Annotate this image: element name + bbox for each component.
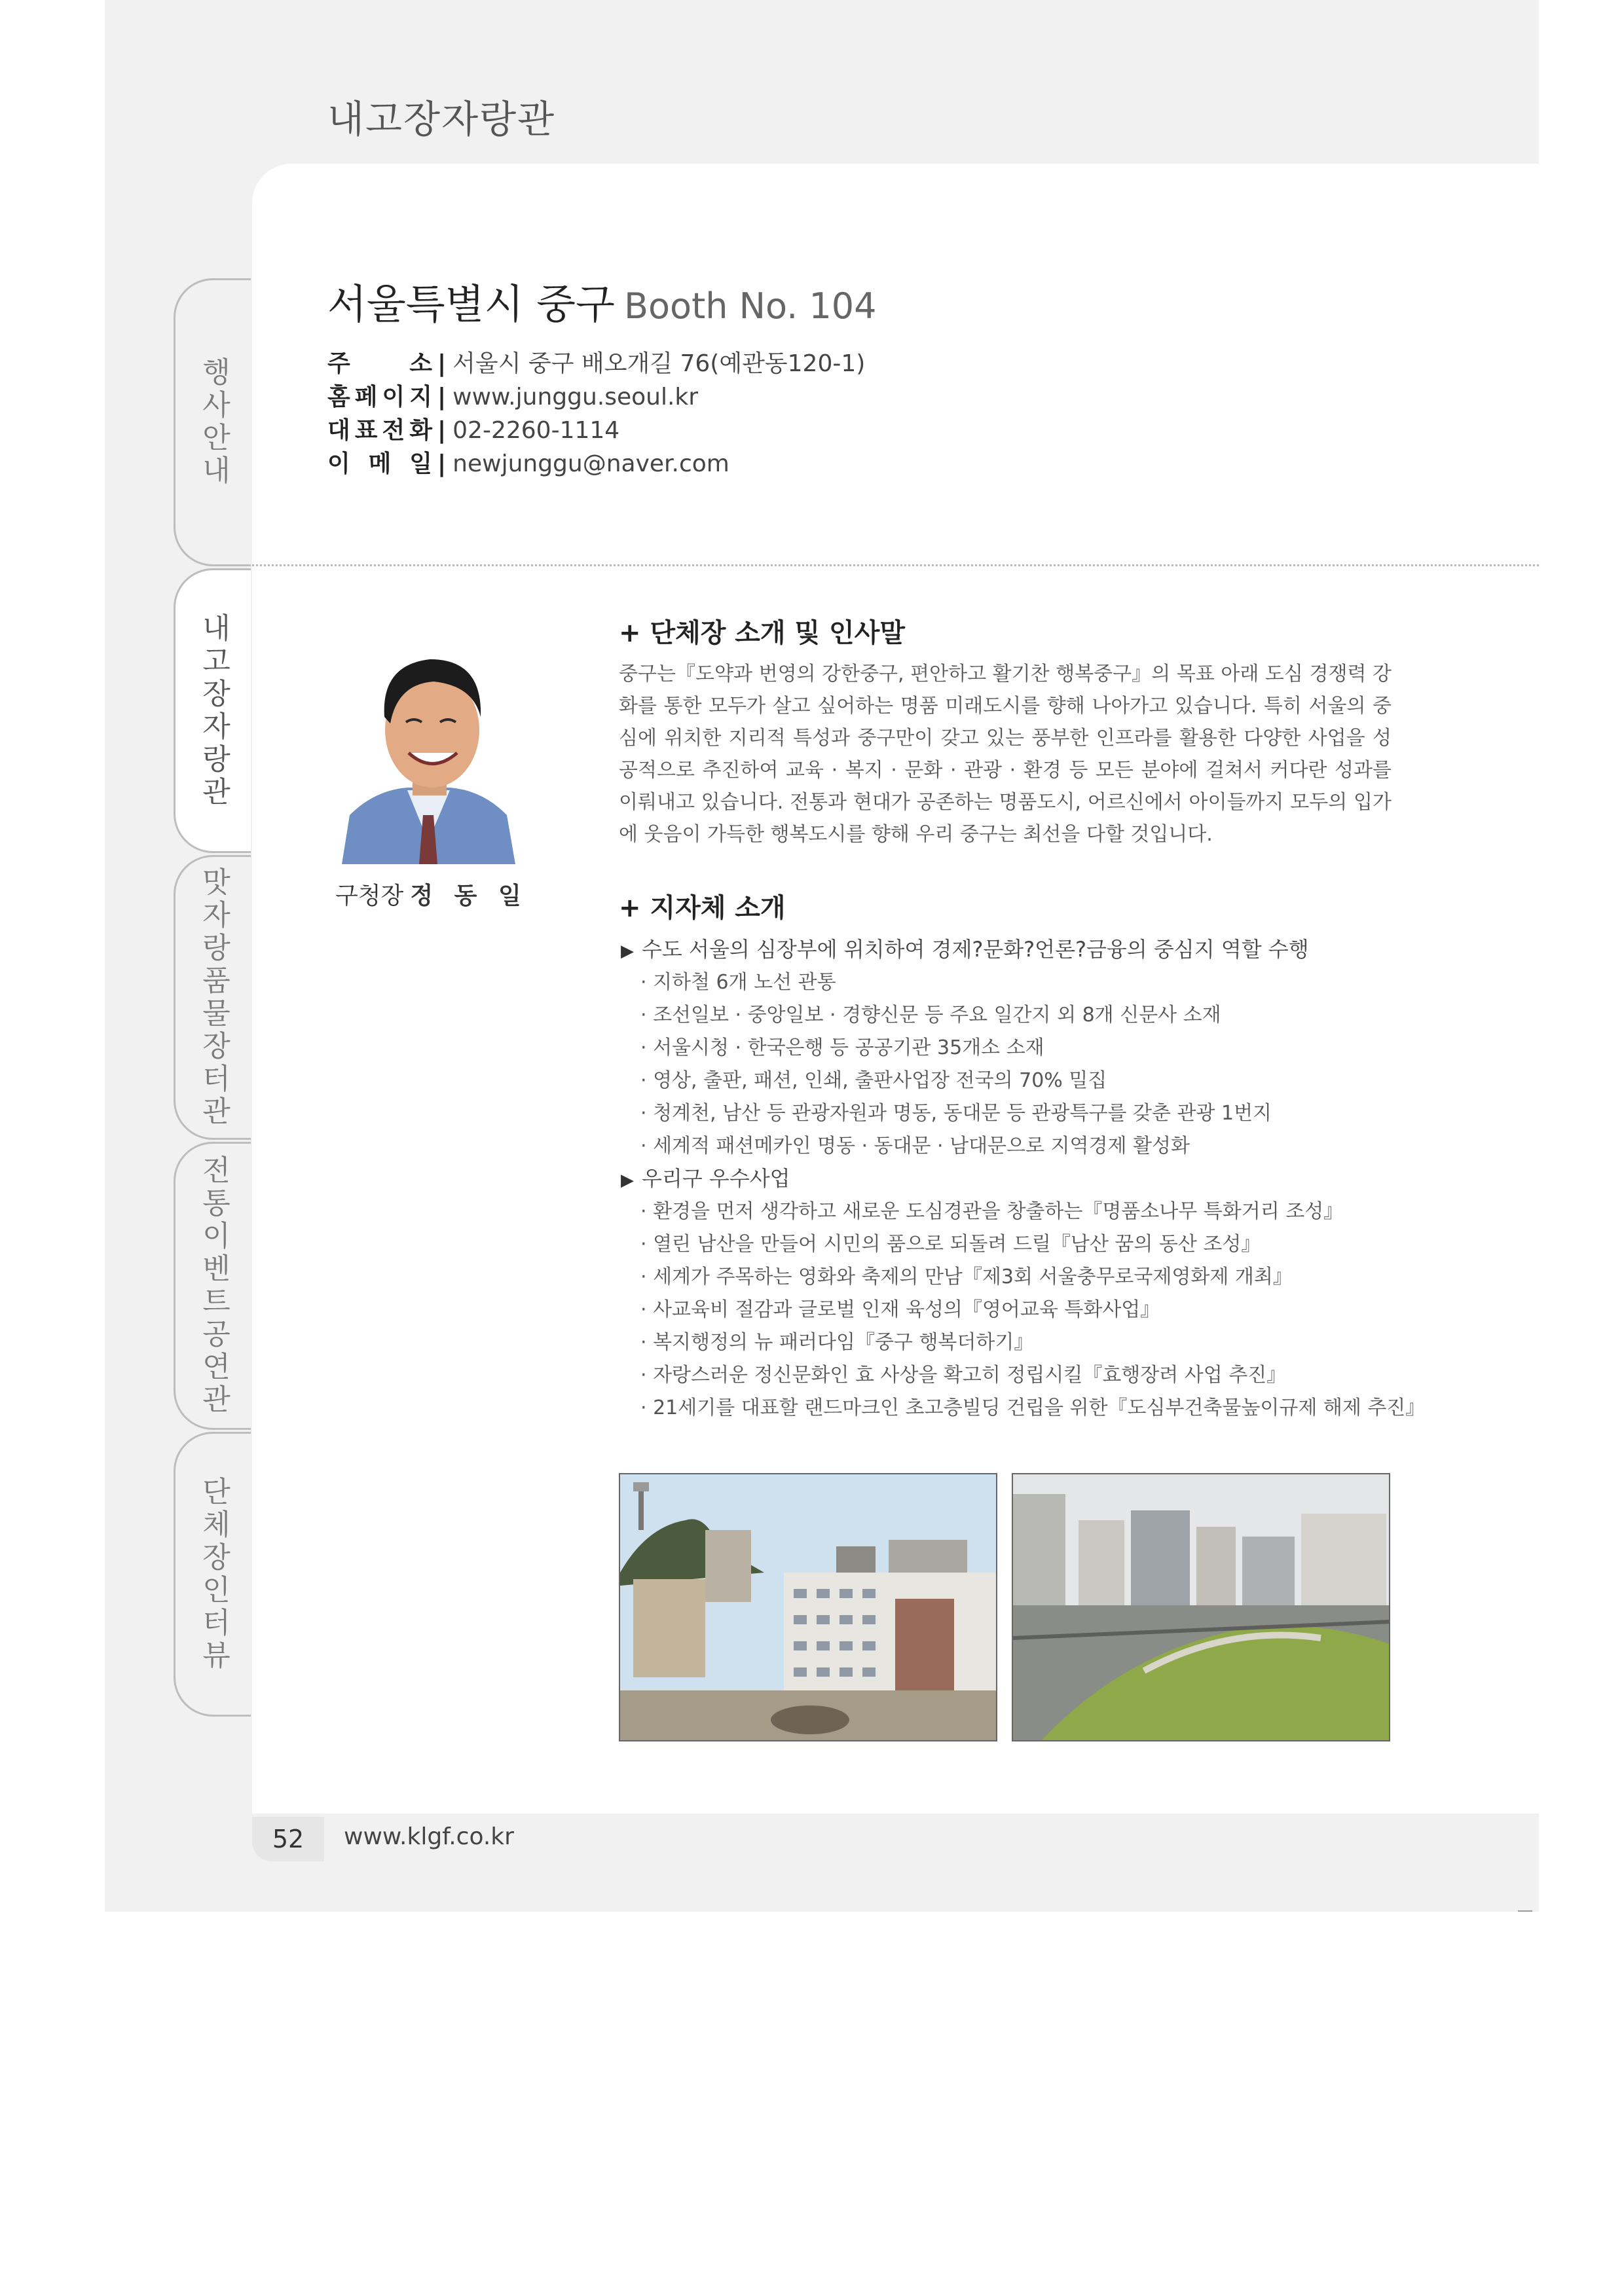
email-row: 이 메 일 | newjunggu@naver.com [327,447,865,481]
mayor-title: 구청장 [335,883,404,909]
portrait-caption [335,877,528,911]
list-item: · 복지행정의 뉴 패러다임『중구 행복더하기』 [640,1331,1034,1354]
list-item: · 세계가 주목하는 영화와 축제의 만남『제3회 서울충무로국제영화제 개최』 [640,1266,1293,1288]
list-item: · 청계천, 남산 등 관광자원과 명동, 동대문 등 관광특구를 갖춘 관광 1번지 [640,1102,1272,1125]
booth-number: Booth No. 104 [623,285,877,327]
list-item: · 환경을 먼저 생각하고 새로운 도심경관을 창출하는『명품소나무 특화거리 조성』 [640,1200,1344,1223]
homepage-label: 홈 페 이 지 [327,384,432,410]
intro-bullet-1: ▶ 수도 서울의 심장부에 위치하여 경제?문화?언론?금융의 중심지 역할 수행 [621,937,1309,962]
phone-row: 대 표 전 화 | 02-2260-1114 [327,414,865,447]
greeting-body: 중구는『도약과 번영의 강한중구, 편안하고 활기찬 행복중구』의 목표 아래 도심 경쟁력 강화를 통한 모두가 살고 싶어하는 명품 미래도시를 향해 나아가고 있습니다. 특히 서울의 중심에 위치한 지리적 특성과 중구만이 갖고 있는 풍부한 인프라를 활용한 다양한 사업을 성공적으로 추진하여 교육 · 복지 · 문화 · 관광 · 환경 등 모든 분야에 걸쳐서 커다란 성과를 이뤄내고 있습니다. 전통과 현대가 공존하는 명품도시, 어르신에서 아이들까지 모두의 입가에 웃음이 가득한 행복도시를 향해 우리 중구는 최선을 다할 것입니다. [619,663,1392,846]
homepage-link[interactable]: www.junggu.seoul.kr [452,384,699,410]
intro-bullet-2: ▶ 우리구 우수사업 [621,1166,790,1191]
list-item: · 21세기를 대표할 랜드마크인 초고층빌딩 건립을 위한『도심부건축물높이규제 해제 추진』 [640,1396,1426,1419]
crop-mark [1518,1910,1532,1912]
list-item: · 사교육비 절감과 글로벌 인재 육성의『영어교육 특화사업』 [640,1298,1160,1321]
tab-food-market[interactable] [174,855,251,1140]
mayor-portrait [335,619,522,864]
booth-title [327,272,877,330]
list-item: · 영상, 출판, 패션, 인쇄, 출판사업장 전국의 70% 밀집 [640,1069,1107,1092]
tab-label: 맛자랑품물장터관 [196,866,231,1129]
phone-value: 02-2260-1114 [452,417,620,444]
tab-label: 내고장자랑관 [196,612,231,809]
tab-interview[interactable] [174,1432,251,1717]
footer-website[interactable]: www.klgf.co.kr [344,1823,514,1850]
section-title: 내고장자랑관 [327,97,556,141]
booth-name: 서울특별시 중구 [327,280,615,328]
tab-event-guide[interactable] [174,278,251,566]
email-link[interactable]: newjunggu@naver.com [452,450,729,477]
mayor-name: 정 동 일 [410,883,528,909]
homepage-row: 홈 페 이 지 | www.junggu.seoul.kr [327,380,865,414]
list-item: · 자랑스러운 정신문화인 효 사상을 확고히 정립시킬『효행장려 사업 추진』 [640,1364,1287,1387]
email-label: 이 메 일 [327,450,432,477]
contact-info [327,347,865,481]
city-plaza-photo [1012,1473,1390,1741]
phone-label: 대 표 전 화 [327,417,432,444]
list-item: · 조선일보 · 중앙일보 · 경향신문 등 주요 일간지 외 8개 신문사 소재 [640,1004,1221,1027]
address-value: 서울시 중구 배오개길 76(예관동120-1) [452,350,866,377]
address-row: 주 소 | 서울시 중구 배오개길 76(예관동120-1) [327,347,865,380]
list-item: · 세계적 패션메카인 명동 · 동대문 · 남대문으로 지역경제 활성화 [640,1135,1190,1157]
district-office-photo [619,1473,997,1741]
page-number: 52 [252,1817,324,1861]
greeting-heading: + 단체장 소개 및 인사말 [619,618,905,648]
list-item: · 지하철 6개 노선 관통 [640,971,836,994]
tab-traditional-events[interactable] [174,1142,251,1430]
address-label: 주 소 [327,350,432,377]
tab-hometown-pride[interactable] [174,568,251,853]
tab-label: 전통이벤트공연관 [196,1155,231,1417]
tab-label: 단체장인터뷰 [196,1476,231,1673]
list-item: · 서울시청 · 한국은행 등 공공기관 35개소 소재 [640,1036,1044,1059]
intro-heading: + 지자체 소개 [619,893,786,923]
tab-label: 행사안내 [196,357,231,488]
list-item: · 열린 남산을 만들어 시민의 품으로 되돌려 드릴『남산 꿈의 동산 조성』 [640,1233,1261,1256]
dotted-divider [252,564,1539,566]
